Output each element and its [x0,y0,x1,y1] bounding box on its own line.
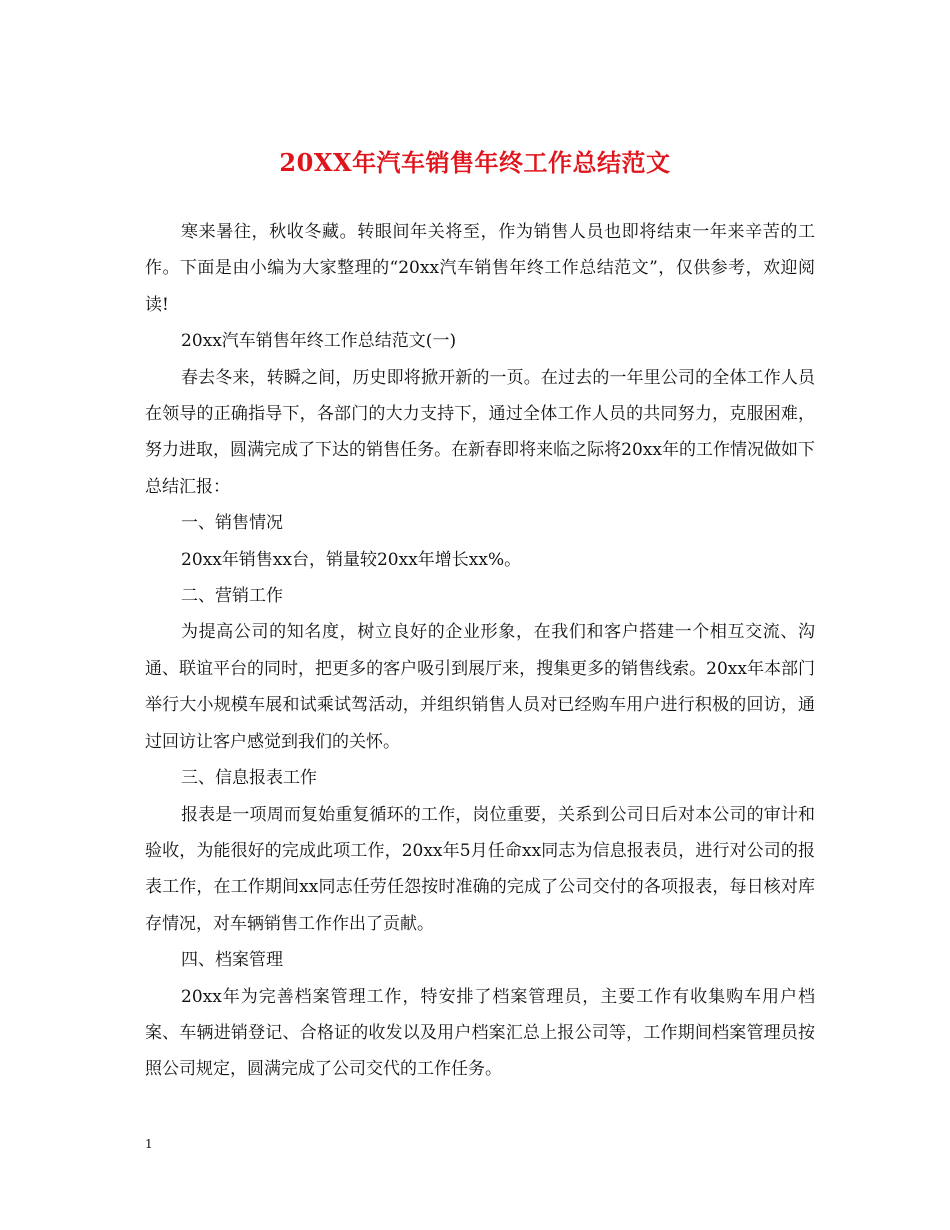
marketing-paragraph: 为提高公司的知名度，树立良好的企业形象，在我们和客户搭建一个相互交流、沟通、联谊平台的同时，把更多的客户吸引到展厅来，搜集更多的销售线索。20xx年本部门举行大小规模车展和试乘试驾活动，并组织销售人员对已经购车用户进行积极的回访，通过回访让客户感觉到我们的关怀。 [145,622,815,752]
document-title: 20XX年汽车销售年终工作总结范文 [279,148,671,177]
section-heading-sample-one: 20xx汽车销售年终工作总结范文(一) [181,331,457,352]
reports-paragraph: 报表是一项周而复始重复循环的工作，岗位重要，关系到公司日后对本公司的审计和验收，为能很好的完成此项工作，20xx年5月任命xx同志为信息报表员，进行对公司的报表工作，在工作期间xx同志任劳任怨按时准确的完成了公司交付的各项报表，每日核对库存情况，对车辆销售工作作出了贡献。 [145,804,815,934]
page-number: 1 [145,1137,153,1151]
section-heading-reports: 三、信息报表工作 [181,768,317,789]
archives-paragraph: 20xx年为完善档案管理工作，特安排了档案管理员，主要工作有收集购车用户档案、车辆进销登记、合格证的收发以及用户档案汇总上报公司等，工作期间档案管理员按照公司规定，圆满完成了公司交代的工作任务。 [145,986,815,1080]
section-heading-sales: 一、销售情况 [181,513,283,534]
section-heading-marketing: 二、营销工作 [181,586,283,607]
sales-paragraph: 20xx年销售xx台，销量较20xx年增长xx%。 [181,549,522,570]
document-body [145,214,815,1088]
intro-paragraph: 寒来暑往，秋收冬藏。转眼间年关将至，作为销售人员也即将结束一年来辛苦的工作。下面是由小编为大家整理的“20xx汽车销售年终工作总结范文”，仅供参考，欢迎阅读! [145,222,815,315]
opening-paragraph: 春去冬来，转瞬之间，历史即将掀开新的一页。在过去的一年里公司的全体工作人员在领导的正确指导下，各部门的大力支持下，通过全体工作人员的共同努力，克服困难，努力进取，圆满完成了下达的销售任务。在新春即将来临之际将20xx年的工作情况做如下总结汇报： [145,367,815,497]
section-heading-archives: 四、档案管理 [181,950,283,971]
